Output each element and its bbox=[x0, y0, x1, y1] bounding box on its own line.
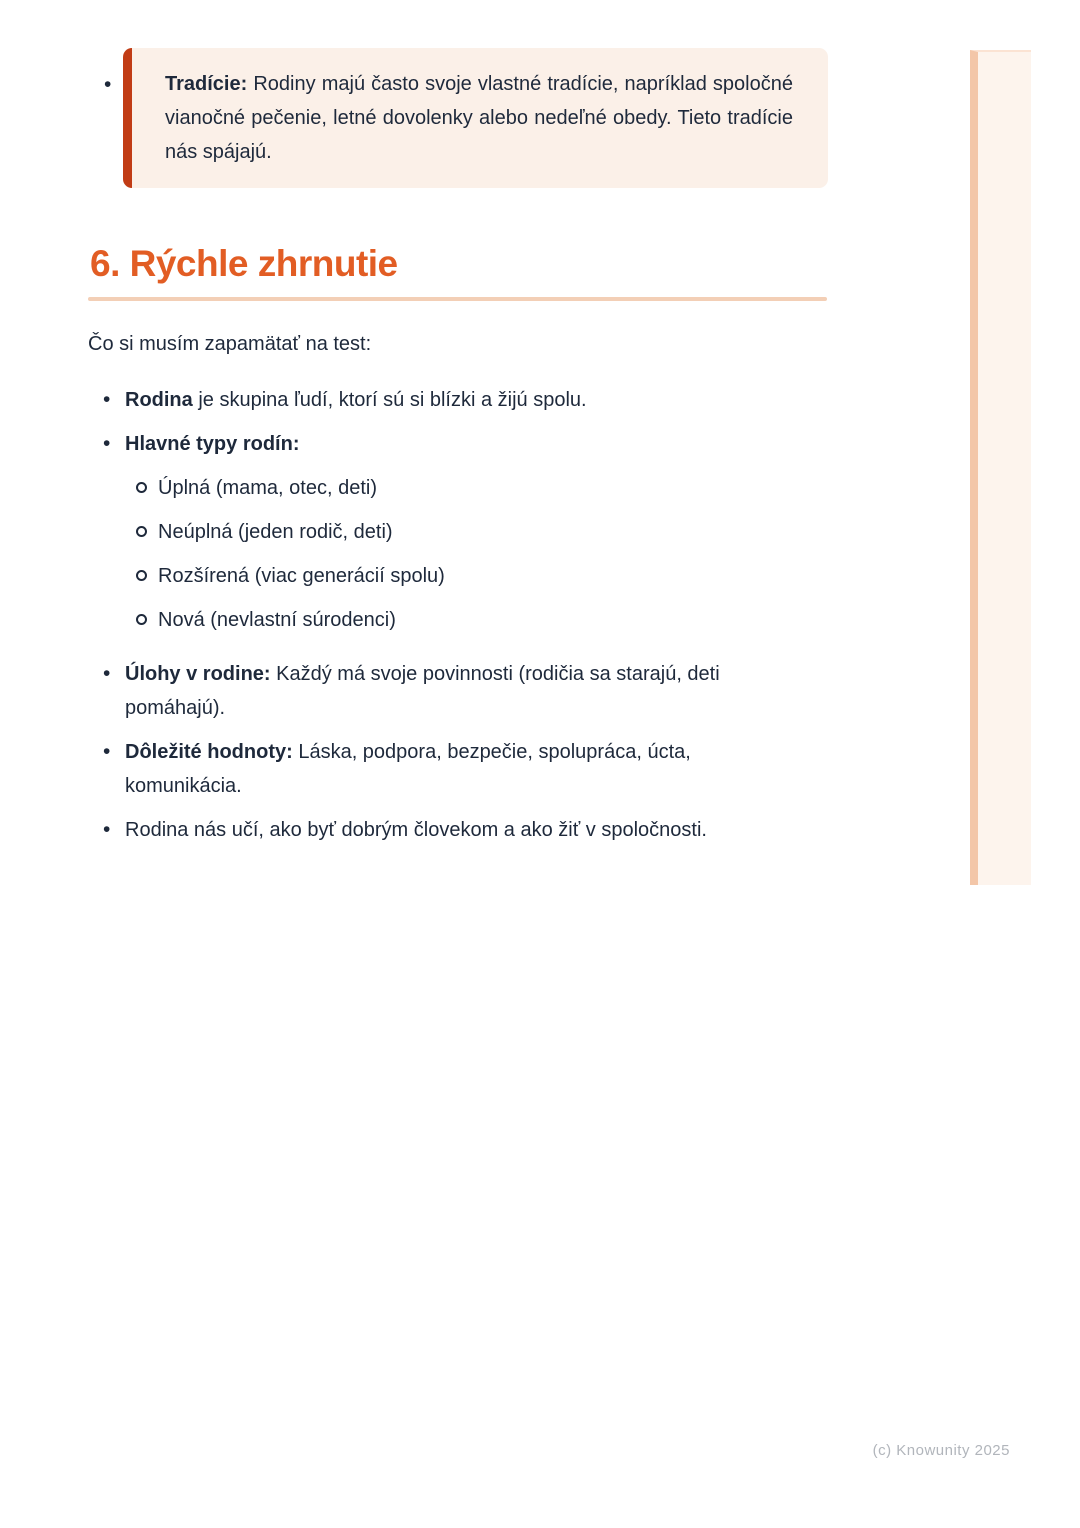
list-item bbox=[88, 735, 828, 803]
sub-list-item bbox=[125, 471, 790, 505]
sub-list-item bbox=[125, 603, 790, 637]
list-item-rest: je skupina ľudí, ktorí sú si blízki a žijú spolu. bbox=[192, 389, 587, 411]
circle-bullet-icon bbox=[125, 471, 158, 505]
list-item-rest: Láska, podpora, bezpečie, spolupráca, úcta, komunikácia. bbox=[125, 741, 691, 797]
list-item-lead: Úlohy v rodine: bbox=[125, 663, 271, 685]
sub-list bbox=[125, 471, 790, 637]
list-item bbox=[88, 657, 828, 725]
list-item-text bbox=[125, 813, 790, 847]
callout-lead: Tradície: bbox=[165, 73, 248, 95]
list-item-text bbox=[125, 383, 790, 417]
content-column bbox=[88, 48, 828, 857]
list-item-lead: Rodina bbox=[125, 389, 193, 411]
list-item-lead: Dôležité hodnoty: bbox=[125, 741, 293, 763]
bullet-icon: • bbox=[103, 740, 111, 763]
circle-bullet-icon bbox=[125, 559, 158, 593]
sub-item-text: Úplná (mama, otec, deti) bbox=[158, 477, 377, 499]
section-divider bbox=[88, 297, 827, 301]
intro-paragraph: Čo si musím zapamätať na test: bbox=[88, 333, 372, 355]
list-item-text bbox=[125, 735, 790, 803]
sub-item-text: Nová (nevlastní súrodenci) bbox=[158, 609, 396, 631]
sub-item-text: Neúplná (jeden rodič, deti) bbox=[158, 521, 393, 543]
list-item bbox=[88, 427, 828, 647]
bullet-icon: • bbox=[103, 818, 111, 841]
list-item-text bbox=[125, 427, 790, 647]
bullet-icon: • bbox=[103, 432, 111, 455]
sub-list-item bbox=[125, 515, 790, 549]
list-item-rest: Rodina nás učí, ako byť dobrým človekom a ako žiť v spoločnosti. bbox=[125, 819, 707, 841]
circle-bullet-icon bbox=[125, 515, 158, 549]
list-item-rest: Každý má svoje povinnosti (rodičia sa starajú, deti pomáhajú). bbox=[125, 663, 720, 719]
bullet-icon: • bbox=[104, 73, 112, 96]
sub-item-text: Rozšírená (viac generácií spolu) bbox=[158, 565, 445, 587]
list-item-text bbox=[125, 657, 790, 725]
footer-copyright: (c) Knowunity 2025 bbox=[872, 1442, 1010, 1459]
summary-list bbox=[88, 383, 828, 847]
bullet-icon: • bbox=[103, 662, 111, 685]
circle-bullet-icon bbox=[125, 603, 158, 637]
callout-card bbox=[123, 48, 828, 188]
list-item bbox=[88, 813, 828, 847]
callout-body: Rodiny majú často svoje vlastné tradície, napríklad spoločné vianočné pečenie, letné dovolenky alebo nedeľné obedy. Tieto tradície nás spájajú. bbox=[165, 73, 793, 163]
list-item-lead: Hlavné typy rodín: bbox=[125, 433, 300, 455]
list-item bbox=[88, 383, 828, 417]
bullet-icon: • bbox=[103, 388, 111, 411]
sub-list-item bbox=[125, 559, 790, 593]
callout-text bbox=[165, 67, 793, 169]
page-edge-ribbon bbox=[970, 50, 1031, 885]
callout-list-item bbox=[88, 48, 828, 188]
section-title: 6. Rýchle zhrnutie bbox=[90, 243, 398, 284]
